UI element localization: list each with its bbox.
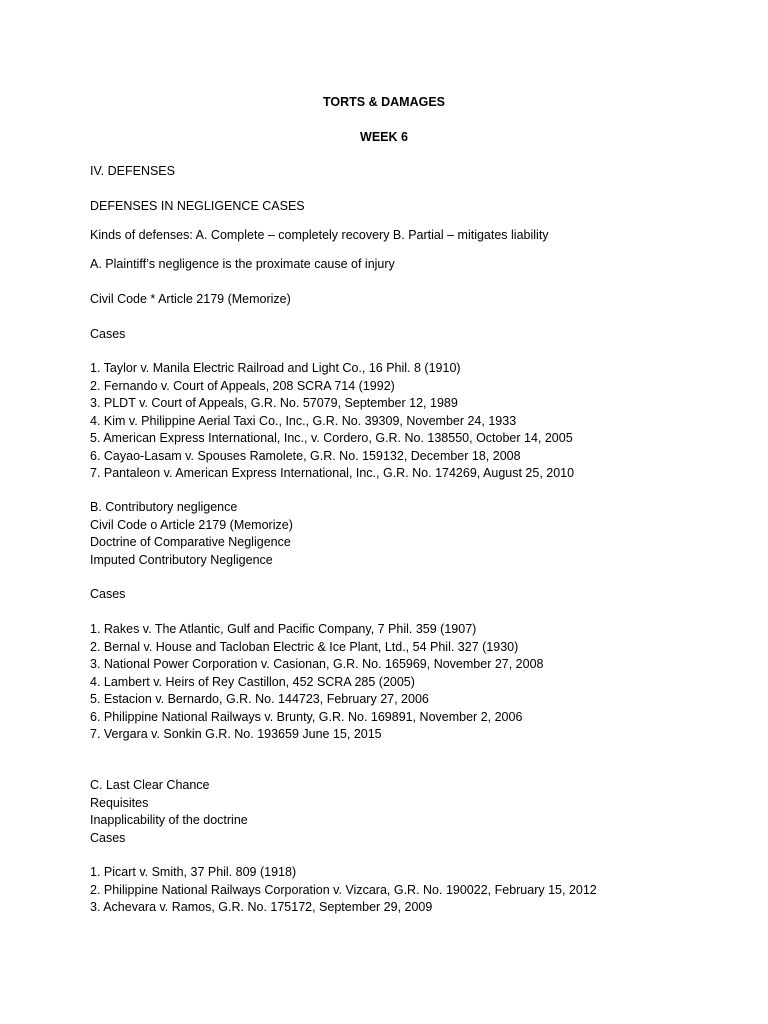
part-b-title: B. Contributory negligence [90,500,238,514]
list-item: 4. Lambert v. Heirs of Rey Castillon, 452 SCRA 285 (2005) [90,674,415,689]
list-item: 1. Taylor v. Manila Electric Railroad and Light Co., 16 Phil. 8 (1910) [90,361,461,375]
part-b-doctrine: Doctrine of Comparative Negligence [90,535,291,549]
part-c-title: C. Last Clear Chance [90,778,210,792]
document-subtitle: WEEK 6 [360,130,408,144]
list-item: 6. Philippine National Railways v. Brunty, G.R. No. 169891, November 2, 2006 [90,709,523,724]
section-heading: IV. DEFENSES [90,164,175,178]
document-title: TORTS & DAMAGES [323,95,445,109]
list-item: 5. Estacion v. Bernardo, G.R. No. 144723, February 27, 2006 [90,692,429,706]
part-b-cases-label: Cases [90,587,126,601]
list-item: 1. Picart v. Smith, 37 Phil. 809 (1918) [90,865,297,879]
part-c-requisites: Requisites [90,795,149,810]
part-a-code: Civil Code * Article 2179 (Memorize) [90,292,291,306]
list-item: 2. Philippine National Railways Corporation v. Vizcara, G.R. No. 190022, February 15, 2012 [90,882,597,897]
list-item: 7. Vergara v. Sonkin G.R. No. 193659 June 15, 2015 [90,727,382,741]
part-a-title: A. Plaintiff’s negligence is the proximate cause of injury [90,257,395,271]
defense-kinds: Kinds of defenses: A. Complete – completely recovery B. Partial – mitigates liability [90,228,549,242]
list-item: 2. Fernando v. Court of Appeals, 208 SCRA 714 (1992) [90,378,395,393]
list-item: 2. Bernal v. House and Tacloban Electric & Ice Plant, Ltd., 54 Phil. 327 (1930) [90,639,519,654]
list-item: 1. Rakes v. The Atlantic, Gulf and Pacific Company, 7 Phil. 359 (1907) [90,622,477,636]
part-c-cases-label: Cases [90,830,126,845]
list-item: 7. Pantaleon v. American Express International, Inc., G.R. No. 174269, August 25, 2010 [90,466,575,480]
list-item: 4. Kim v. Philippine Aerial Taxi Co., Inc., G.R. No. 39309, November 24, 1933 [90,413,517,428]
part-c-inapplicability: Inapplicability of the doctrine [90,813,248,827]
list-item: 6. Cayao-Lasam v. Spouses Ramolete, G.R. No. 159132, December 18, 2008 [90,448,521,463]
list-item: 3. Achevara v. Ramos, G.R. No. 175172, September 29, 2009 [90,900,433,914]
part-b-code: Civil Code o Article 2179 (Memorize) [90,517,293,532]
list-item: 3. National Power Corporation v. Casionan, G.R. No. 165969, November 27, 2008 [90,657,544,671]
section-subheading: DEFENSES IN NEGLIGENCE CASES [90,199,305,213]
part-a-cases-label: Cases [90,327,126,341]
list-item: 3. PLDT v. Court of Appeals, G.R. No. 57079, September 12, 1989 [90,396,458,410]
part-b-imputed: Imputed Contributory Negligence [90,552,273,567]
list-item: 5. American Express International, Inc., v. Cordero, G.R. No. 138550, October 14, 2005 [90,431,573,445]
